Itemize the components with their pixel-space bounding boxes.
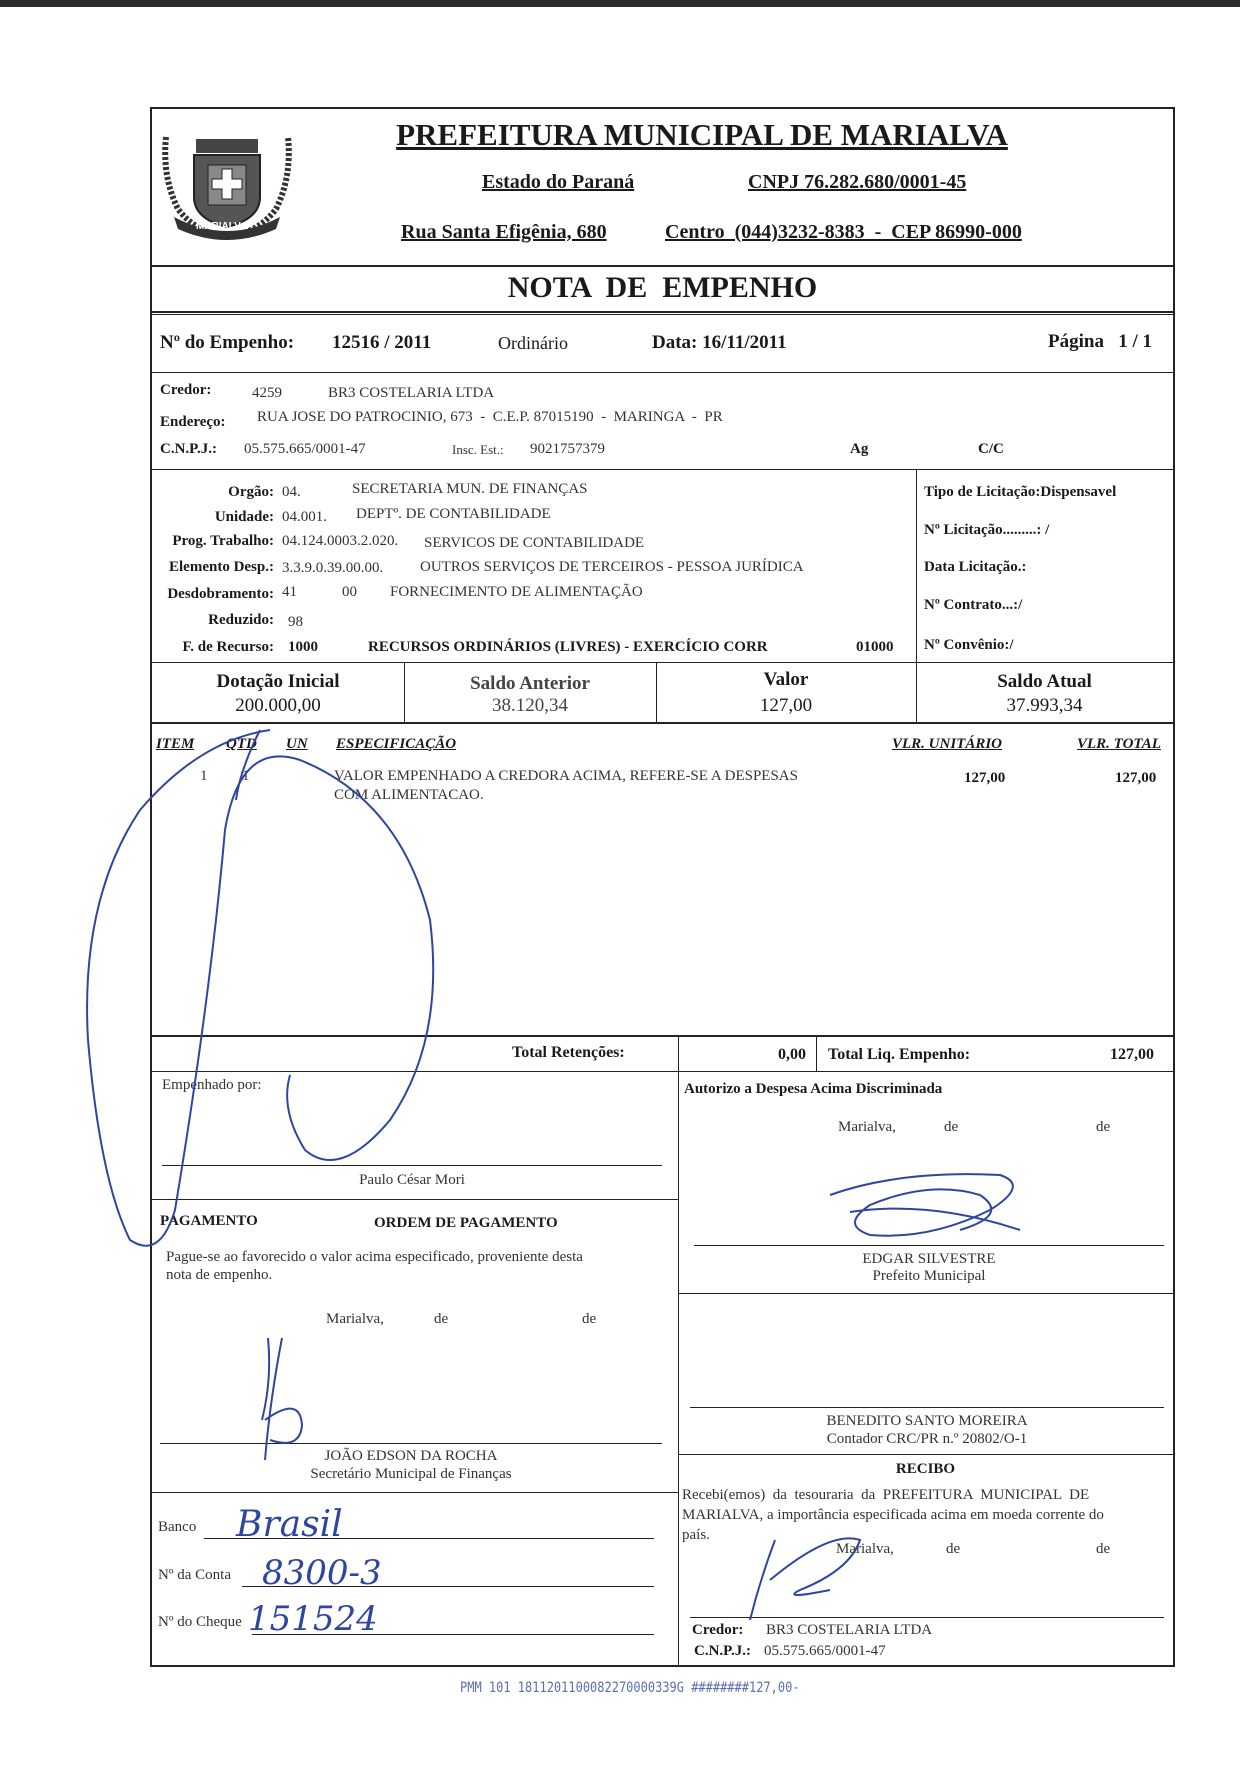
item-unit-value: 127,00 <box>964 770 1006 786</box>
desdobramento-name: FORNECIMENTO DE ALIMENTAÇÃO <box>390 584 643 600</box>
col-especificacao: ESPECIFICAÇÃO <box>336 736 457 752</box>
credor-cnpj: 05.575.665/0001-47 <box>244 441 366 457</box>
pagamento-signer-name: JOÃO EDSON DA ROCHA <box>324 1448 498 1464</box>
recibo-text-line1: Recebi(emos) da tesouraria da PREFEITURA MUNICIPAL DE <box>682 1487 1090 1503</box>
col-un: UN <box>286 736 308 752</box>
data-licitacao: Data Licitação.: <box>924 559 1027 575</box>
item-spec-line2: COM ALIMENTACAO. <box>334 787 484 803</box>
empenhado-name: Paulo César Mori <box>359 1172 465 1188</box>
elemento-label: Elemento Desp.: <box>169 559 274 575</box>
valor-value: 127,00 <box>759 695 813 716</box>
header-title: PREFEITURA MUNICIPAL DE MARIALVA <box>396 117 1008 152</box>
pagamento-de1: de <box>434 1311 449 1327</box>
prog-name: SERVICOS DE CONTABILIDADE <box>424 535 645 551</box>
pagamento-de2: de <box>582 1311 597 1327</box>
liquido-label: Total Liq. Empenho: <box>828 1046 971 1063</box>
header-cnpj: CNPJ 76.282.680/0001-45 <box>748 171 967 193</box>
atual-label: Saldo Atual <box>997 671 1092 692</box>
recurso-code2: 01000 <box>856 639 894 655</box>
header-district-phone: Centro (044)3232-8383 - CEP 86990-000 <box>665 221 1022 243</box>
doc-title: NOTA DE EMPENHO <box>507 271 818 304</box>
autorizo-de2: de <box>1096 1119 1111 1135</box>
desdobramento-code2: 00 <box>342 584 357 600</box>
col-vlr-total: VLR. TOTAL <box>1077 736 1161 752</box>
recibo-cnpj: 05.575.665/0001-47 <box>764 1643 886 1659</box>
item-qtd: 1 <box>242 768 250 784</box>
credor-address: RUA JOSE DO PATROCINIO, 673 - C.E.P. 87015190 - MARINGA - PR <box>257 409 723 425</box>
numero-contrato: Nº Contrato...:/ <box>924 597 1023 613</box>
anterior-label: Saldo Anterior <box>470 673 590 694</box>
cheque-label: Nº do Cheque <box>158 1614 242 1630</box>
prog-code: 04.124.0003.2.020. <box>282 533 399 549</box>
conta-label: Nº da Conta <box>158 1567 231 1583</box>
reduzido-value: 98 <box>288 614 303 630</box>
cc-label: C/C <box>978 441 1004 457</box>
ie-label: Insc. Est.: <box>452 442 504 457</box>
credor-name: BR3 COSTELARIA LTDA <box>328 385 495 401</box>
recurso-code: 1000 <box>288 639 318 655</box>
recibo-credor-name: BR3 COSTELARIA LTDA <box>766 1622 933 1638</box>
col-vlr-unitario: VLR. UNITÁRIO <box>892 736 1003 752</box>
orgao-code: 04. <box>282 484 301 500</box>
recurso-name: RECURSOS ORDINÁRIOS (LIVRES) - EXERCÍCIO CORR <box>368 639 768 655</box>
recibo-de2: de <box>1096 1541 1111 1557</box>
empenhado-label: Empenhado por: <box>162 1077 262 1093</box>
desdobramento-label: Desdobramento: <box>167 586 274 602</box>
reduzido-label: Reduzido: <box>208 612 274 628</box>
autorizo-de1: de <box>944 1119 959 1135</box>
header-address: Rua Santa Efigênia, 680 <box>401 221 607 243</box>
orgao-name: SECRETARIA MUN. DE FINANÇAS <box>352 481 588 497</box>
credor-ie: 9021757379 <box>530 441 605 457</box>
municipal-seal <box>156 117 298 245</box>
empenho-number: 12516 / 2011 <box>332 332 432 353</box>
recibo-title: RECIBO <box>895 1461 956 1477</box>
unidade-name: DEPTº. DE CONTABILIDADE <box>356 506 551 522</box>
desdobramento-code1: 41 <box>282 584 297 600</box>
address-label: Endereço: <box>160 414 226 430</box>
valor-label: Valor <box>763 669 809 690</box>
autorizo-title: Autorizo a Despesa Acima Discriminada <box>684 1081 943 1097</box>
item-spec-line1: VALOR EMPENHADO A CREDORA ACIMA, REFERE-SE A DESPESAS <box>334 768 798 784</box>
nota-de-empenho-form <box>150 107 1175 1667</box>
pagamento-city: Marialva, <box>326 1311 384 1327</box>
pagamento-signer-role: Secretário Municipal de Finanças <box>310 1466 512 1482</box>
banco-handwritten-value: Brasil <box>236 1504 343 1545</box>
cheque-handwritten-value: 151524 <box>248 1599 378 1639</box>
autorizo-signer-name: EDGAR SILVESTRE <box>862 1251 996 1267</box>
retencoes-value: 0,00 <box>778 1046 806 1063</box>
cnpj-label: C.N.P.J.: <box>160 441 217 457</box>
credor-label: Credor: <box>160 382 212 398</box>
payment-stamp: PMM 101 1811201100082270000339G ########127,00- <box>460 1678 800 1696</box>
col-qtd: QTD <box>226 736 257 752</box>
recurso-label: F. de Recurso: <box>182 639 274 655</box>
ag-label: Ag <box>850 441 869 457</box>
conta-handwritten-value: 8300-3 <box>262 1553 382 1593</box>
page-number: Página 1 / 1 <box>1048 331 1152 352</box>
elemento-name: OUTROS SERVIÇOS DE TERCEIROS - PESSOA JURÍDICA <box>420 559 804 575</box>
pagamento-label: PAGAMENTO <box>160 1213 258 1229</box>
numero-licitacao: Nº Licitação.........: / <box>924 522 1050 538</box>
recibo-cnpj-label: C.N.P.J.: <box>694 1643 751 1659</box>
tipo-licitacao: Tipo de Licitação:Dispensavel <box>924 484 1117 500</box>
credor-code: 4259 <box>252 385 282 401</box>
recibo-text-line3: país. <box>682 1527 710 1543</box>
header-state: Estado do Paraná <box>482 171 635 193</box>
contador-role: Contador CRC/PR n.º 20802/O-1 <box>826 1431 1028 1447</box>
col-item: ITEM <box>156 736 195 752</box>
dotacao-label: Dotação Inicial <box>216 671 340 692</box>
atual-value: 37.993,34 <box>1006 695 1083 716</box>
numero-convenio: Nº Convênio:/ <box>924 637 1014 653</box>
orgao-label: Orgão: <box>228 484 274 500</box>
recibo-credor-label: Credor: <box>692 1622 744 1638</box>
seal-banner-text: MARIALVA <box>196 221 248 232</box>
autorizo-signer-role: Prefeito Municipal <box>872 1268 986 1284</box>
unidade-label: Unidade: <box>214 509 274 525</box>
scan-top-edge <box>0 0 1240 7</box>
anterior-value: 38.120,34 <box>492 695 568 716</box>
unidade-code: 04.001. <box>282 509 327 525</box>
elemento-code: 3.3.9.0.39.00.00. <box>282 560 384 576</box>
recibo-de1: de <box>946 1541 961 1557</box>
item-total-value: 127,00 <box>1115 770 1157 786</box>
dotacao-value: 200.000,00 <box>235 695 321 716</box>
item-number: 1 <box>200 768 208 784</box>
empenho-date: Data: 16/11/2011 <box>652 332 787 353</box>
retencoes-label: Total Retenções: <box>512 1044 625 1061</box>
autorizo-city: Marialva, <box>838 1119 896 1135</box>
pagamento-text-line1: Pague-se ao favorecido o valor acima especificado, proveniente desta <box>166 1249 583 1265</box>
banco-label: Banco <box>158 1519 197 1535</box>
liquido-value: 127,00 <box>1110 1046 1154 1063</box>
empenho-type: Ordinário <box>498 333 568 353</box>
pagamento-text-line2: nota de empenho. <box>166 1267 273 1283</box>
prog-label: Prog. Trabalho: <box>172 533 274 549</box>
ordem-pagamento-title: ORDEM DE PAGAMENTO <box>374 1215 558 1231</box>
recibo-text-line2: MARIALVA, a importância especificada acima em moeda corrente do <box>682 1507 1104 1523</box>
empenho-number-label: Nº do Empenho: <box>160 332 295 353</box>
contador-name: BENEDITO SANTO MOREIRA <box>826 1413 1028 1429</box>
recibo-city: Marialva, <box>836 1541 894 1557</box>
